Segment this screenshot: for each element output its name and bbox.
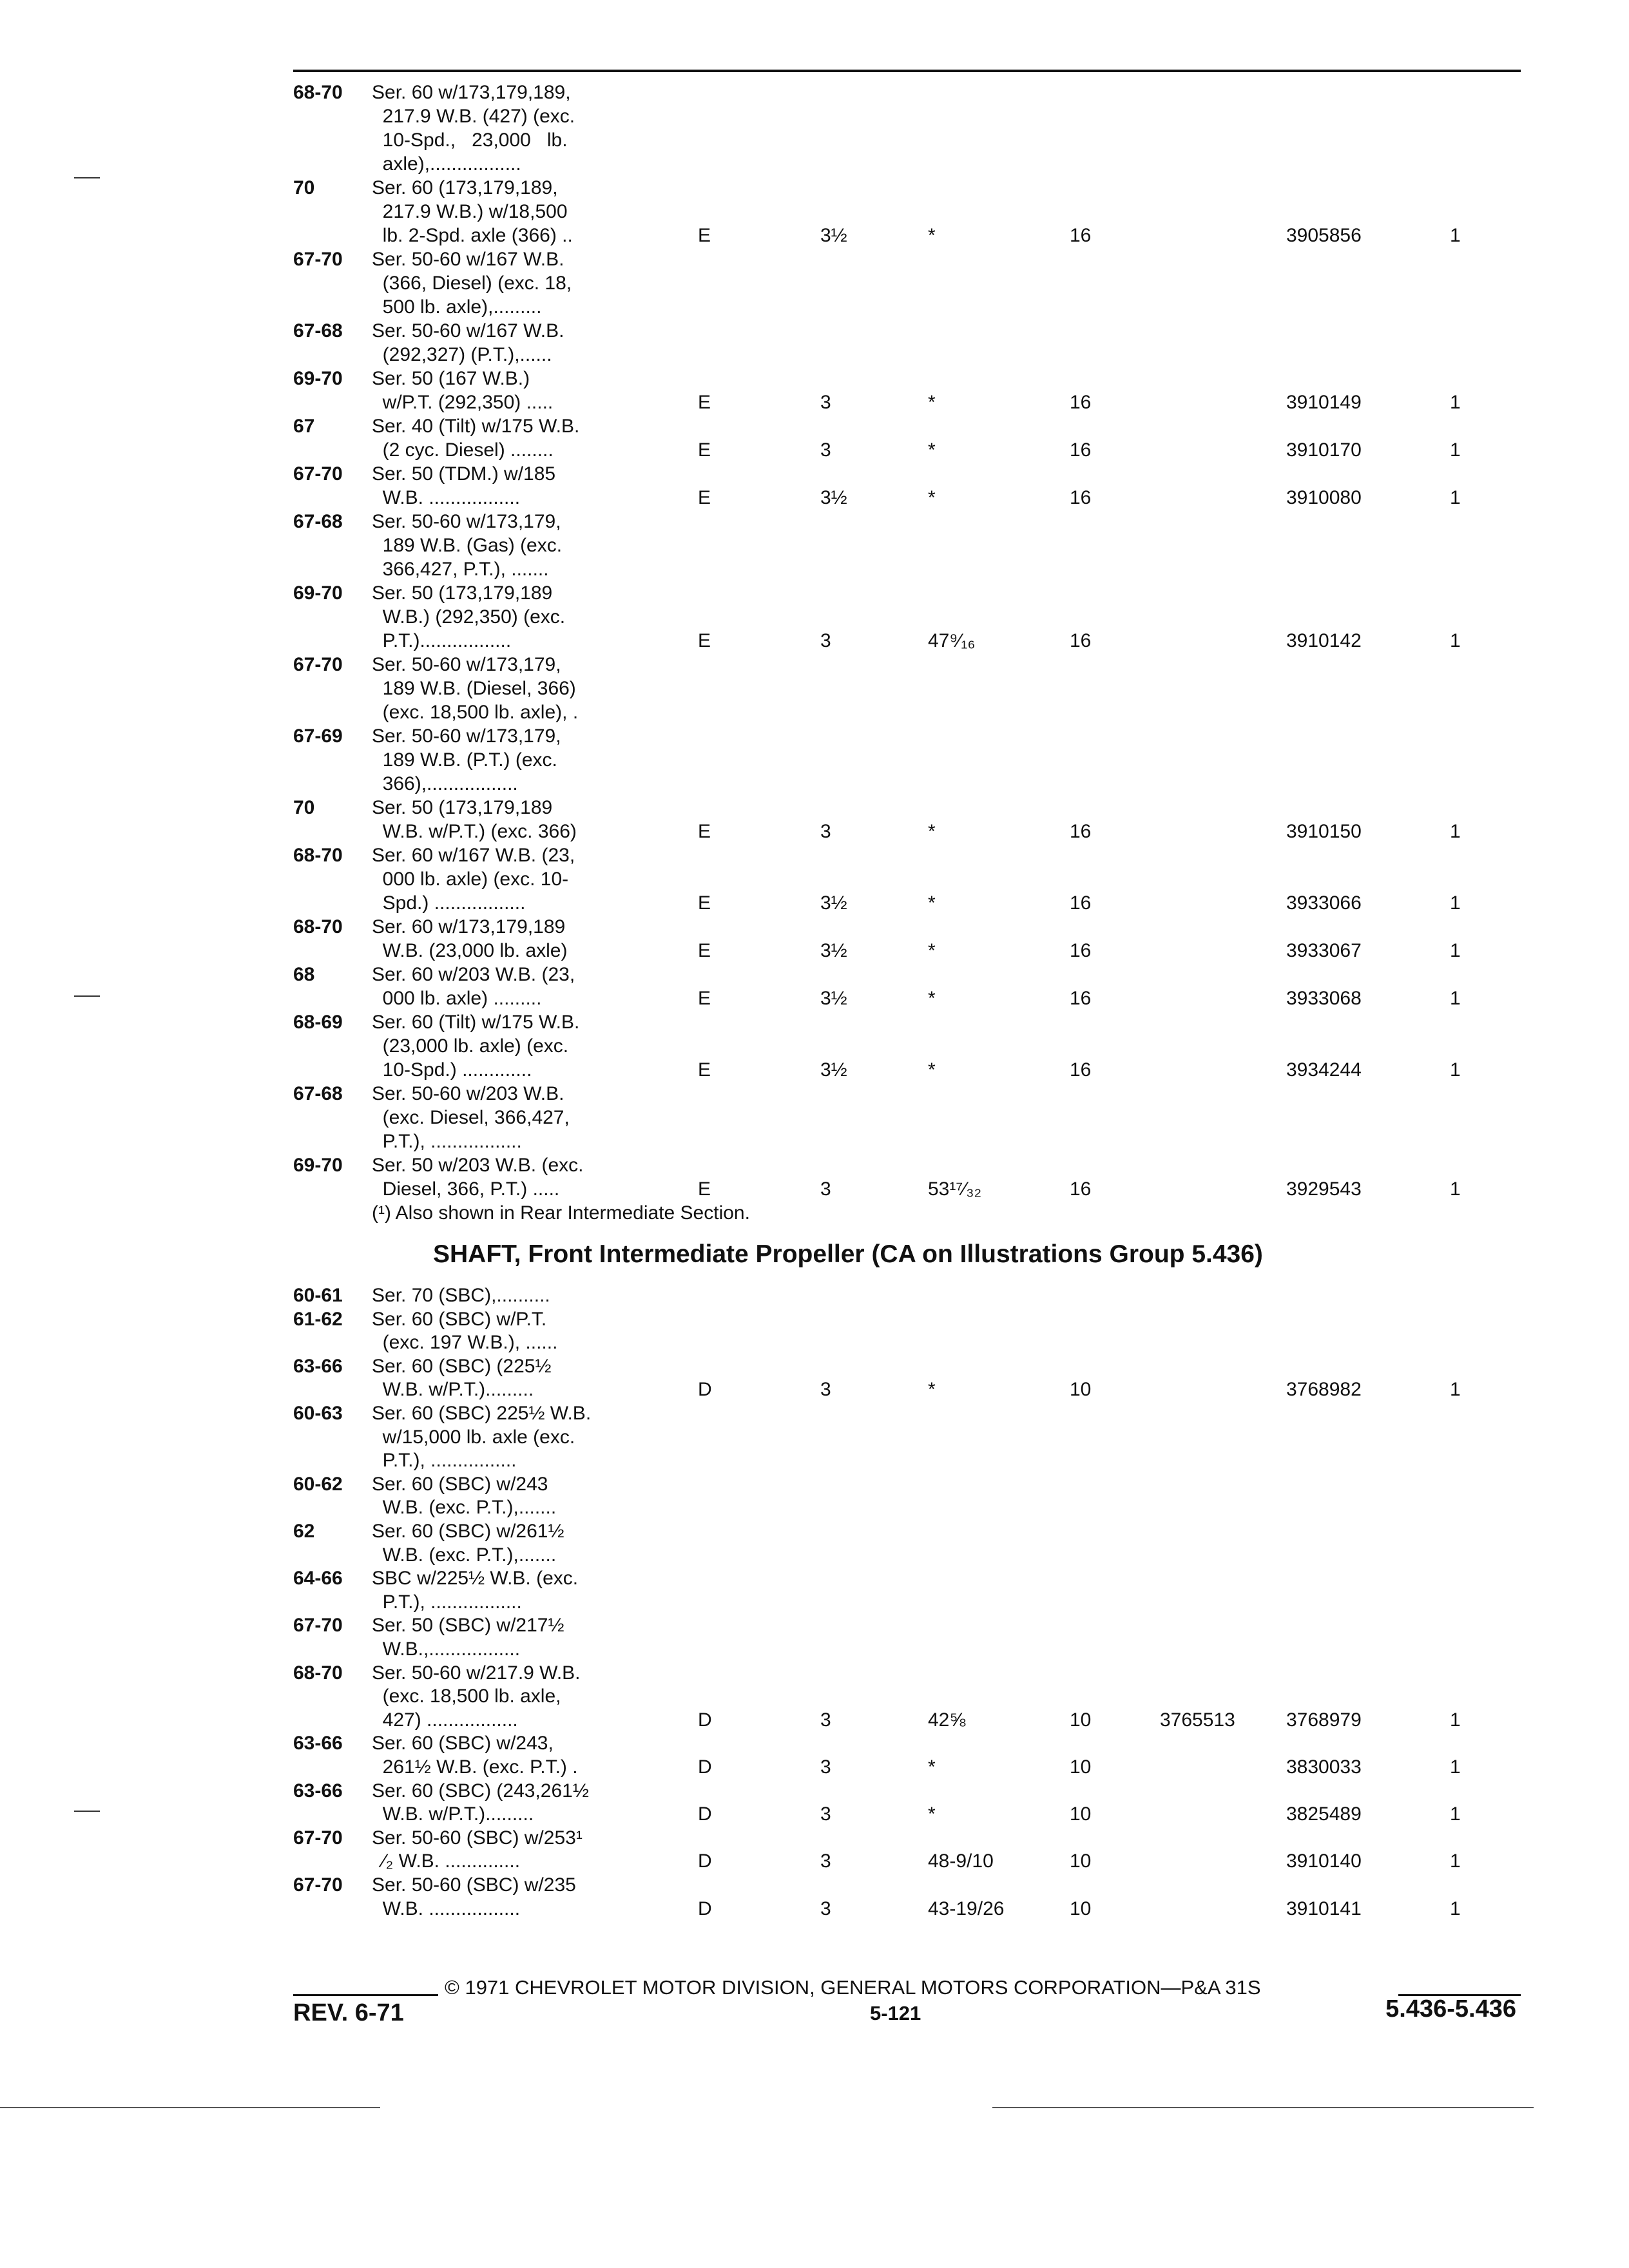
tube-size: 3 bbox=[820, 1756, 831, 1778]
year-range: 69-70 bbox=[293, 582, 343, 604]
part-number: 3910170 bbox=[1286, 439, 1362, 461]
year-range: 67-70 bbox=[293, 654, 343, 675]
type-code: D bbox=[698, 1756, 712, 1778]
description: Ser. 60 (SBC) (243,261½ bbox=[372, 1780, 589, 1802]
quantity: 1 bbox=[1450, 988, 1461, 1009]
year-range: 64-66 bbox=[293, 1568, 343, 1590]
year-range: 60-62 bbox=[293, 1473, 343, 1495]
length: * bbox=[928, 1059, 936, 1081]
tube-size: 3½ bbox=[820, 487, 847, 508]
year-range: 67-70 bbox=[293, 1827, 343, 1849]
tube-size: 3 bbox=[820, 821, 831, 842]
description: 217.9 W.B.) w/18,500 bbox=[372, 201, 568, 222]
type-code: E bbox=[698, 487, 711, 508]
type-code: D bbox=[698, 1379, 712, 1401]
description: Ser. 50-60 (SBC) w/235 bbox=[372, 1874, 576, 1896]
description: Ser. 50-60 w/173,179, bbox=[372, 726, 561, 747]
tube-size: 3 bbox=[820, 1898, 831, 1919]
year-range: 67-68 bbox=[293, 1083, 343, 1104]
scan-artifact-line bbox=[992, 2107, 1534, 2108]
scan-artifact-line bbox=[0, 2107, 380, 2108]
description: Spd.) ................. bbox=[372, 892, 526, 914]
description: Ser. 60 (SBC) (225½ bbox=[372, 1355, 552, 1377]
description: Ser. 70 (SBC),.......... bbox=[372, 1285, 550, 1306]
type-code: E bbox=[698, 940, 711, 961]
tube-size: 3 bbox=[820, 439, 831, 461]
description: 189 W.B. (P.T.) (exc. bbox=[372, 749, 557, 771]
part-number: 3905856 bbox=[1286, 225, 1362, 246]
description: w/15,000 lb. axle (exc. bbox=[372, 1426, 575, 1448]
year-range: 67-70 bbox=[293, 1615, 343, 1637]
description: Ser. 50-60 w/203 W.B. bbox=[372, 1083, 564, 1104]
quantity: 1 bbox=[1450, 892, 1461, 914]
tube-size: 3 bbox=[820, 1850, 831, 1872]
year-range: 60-61 bbox=[293, 1285, 343, 1306]
description: (¹) Also shown in Rear Intermediate Section. bbox=[372, 1202, 750, 1224]
quantity: 1 bbox=[1450, 1379, 1461, 1401]
description: (exc. 18,500 lb. axle, bbox=[372, 1686, 561, 1707]
quantity: 1 bbox=[1450, 1803, 1461, 1825]
quantity: 1 bbox=[1450, 225, 1461, 246]
description: Ser. 50-60 w/167 W.B. bbox=[372, 320, 564, 341]
description: Ser. 50-60 w/217.9 W.B. bbox=[372, 1662, 581, 1684]
tube-size: 3 bbox=[820, 1178, 831, 1200]
part-number: 3933066 bbox=[1286, 892, 1362, 914]
year-range: 67-70 bbox=[293, 1874, 343, 1896]
year-range: 69-70 bbox=[293, 368, 343, 389]
quantity: 1 bbox=[1450, 1178, 1461, 1200]
part-number: 3910080 bbox=[1286, 487, 1362, 508]
description: (exc. Diesel, 366,427, bbox=[372, 1107, 570, 1128]
description: SBC w/225½ W.B. (exc. bbox=[372, 1568, 579, 1590]
description: 366,427, P.T.), ....... bbox=[372, 559, 549, 580]
description: Ser. 60 w/173,179,189 bbox=[372, 916, 566, 937]
description: W.B. ................. bbox=[372, 1898, 521, 1919]
description: Ser. 60 w/173,179,189, bbox=[372, 82, 571, 103]
tube-size: 3½ bbox=[820, 988, 847, 1009]
part-number: 3934244 bbox=[1286, 1059, 1362, 1081]
part-number: 3910149 bbox=[1286, 392, 1362, 413]
quantity: 1 bbox=[1450, 821, 1461, 842]
year-range: 68-69 bbox=[293, 1012, 343, 1033]
margin-mark bbox=[74, 995, 100, 997]
description: (366, Diesel) (exc. 18, bbox=[372, 273, 572, 294]
type-code: E bbox=[698, 225, 711, 246]
description: ⁄₂ W.B. .............. bbox=[372, 1850, 521, 1872]
description: 000 lb. axle) (exc. 10- bbox=[372, 869, 569, 890]
year-range: 70 bbox=[293, 177, 315, 198]
year-range: 68-70 bbox=[293, 845, 343, 866]
margin-mark bbox=[74, 177, 100, 178]
splines: 10 bbox=[1070, 1379, 1092, 1401]
part-number: 3910142 bbox=[1286, 630, 1362, 651]
quantity: 1 bbox=[1450, 940, 1461, 961]
part-number: 3825489 bbox=[1286, 1803, 1362, 1825]
description: Ser. 60 (SBC) w/261½ bbox=[372, 1521, 564, 1542]
description: Ser. 60 (SBC) w/243, bbox=[372, 1733, 554, 1754]
description: Ser. 60 w/203 W.B. (23, bbox=[372, 964, 575, 985]
description: P.T.), ................. bbox=[372, 1131, 522, 1152]
length: * bbox=[928, 892, 936, 914]
description: W.B. (23,000 lb. axle) bbox=[372, 940, 568, 961]
quantity: 1 bbox=[1450, 487, 1461, 508]
quantity: 1 bbox=[1450, 1756, 1461, 1778]
description: Ser. 60 (SBC) w/P.T. bbox=[372, 1308, 547, 1330]
description: Ser. 60 (173,179,189, bbox=[372, 177, 558, 198]
quantity: 1 bbox=[1450, 1850, 1461, 1872]
quantity: 1 bbox=[1450, 1709, 1461, 1731]
description: Ser. 50 w/203 W.B. (exc. bbox=[372, 1155, 584, 1176]
splines: 16 bbox=[1070, 225, 1092, 246]
splines: 16 bbox=[1070, 1178, 1092, 1200]
description: 000 lb. axle) ......... bbox=[372, 988, 542, 1009]
description: Ser. 60 (Tilt) w/175 W.B. bbox=[372, 1012, 580, 1033]
tube-size: 3½ bbox=[820, 892, 847, 914]
type-code: E bbox=[698, 821, 711, 842]
type-code: E bbox=[698, 1059, 711, 1081]
description: Ser. 50 (173,179,189 bbox=[372, 582, 553, 604]
splines: 16 bbox=[1070, 487, 1092, 508]
description: Ser. 50 (SBC) w/217½ bbox=[372, 1615, 564, 1637]
description: 427) ................. bbox=[372, 1709, 518, 1731]
type-code: E bbox=[698, 630, 711, 651]
description: (23,000 lb. axle) (exc. bbox=[372, 1035, 569, 1057]
part-number: 3768979 bbox=[1286, 1709, 1362, 1731]
description: Ser. 50 (TDM.) w/185 bbox=[372, 463, 556, 485]
year-range: 68 bbox=[293, 964, 315, 985]
description: 217.9 W.B. (427) (exc. bbox=[372, 106, 575, 127]
type-code: D bbox=[698, 1709, 712, 1731]
tube-size: 3 bbox=[820, 1379, 831, 1401]
description: 189 W.B. (Diesel, 366) bbox=[372, 678, 576, 699]
type-code: D bbox=[698, 1850, 712, 1872]
length: * bbox=[928, 1756, 936, 1778]
year-range: 68-70 bbox=[293, 1662, 343, 1684]
splines: 16 bbox=[1070, 988, 1092, 1009]
year-range: 67-68 bbox=[293, 511, 343, 532]
description: Ser. 60 w/167 W.B. (23, bbox=[372, 845, 575, 866]
year-range: 67-70 bbox=[293, 249, 343, 270]
description: lb. 2-Spd. axle (366) .. bbox=[372, 225, 573, 246]
length: 47⁹⁄₁₆ bbox=[928, 630, 976, 651]
part-number: 3910140 bbox=[1286, 1850, 1362, 1872]
year-range: 62 bbox=[293, 1521, 315, 1542]
year-range: 63-66 bbox=[293, 1355, 343, 1377]
part-number: 3933068 bbox=[1286, 988, 1362, 1009]
part-number: 3910150 bbox=[1286, 821, 1362, 842]
year-range: 63-66 bbox=[293, 1733, 343, 1754]
description: Ser. 50 (173,179,189 bbox=[372, 797, 553, 818]
year-range: 68-70 bbox=[293, 82, 343, 103]
description: W.B. (exc. P.T.),....... bbox=[372, 1497, 557, 1519]
page-number: 5-121 bbox=[870, 2002, 921, 2024]
splines: 16 bbox=[1070, 392, 1092, 413]
copyright-text: © 1971 CHEVROLET MOTOR DIVISION, GENERAL MOTORS CORPORATION—P&A 31S bbox=[445, 1976, 1261, 1999]
type-code: E bbox=[698, 439, 711, 461]
description: P.T.)................. bbox=[372, 630, 512, 651]
splines: 10 bbox=[1070, 1803, 1092, 1825]
section-number: 5.436-5.436 bbox=[1385, 1995, 1516, 2023]
part-number: 3910141 bbox=[1286, 1898, 1362, 1919]
year-range: 67-70 bbox=[293, 463, 343, 485]
part-number: 3933067 bbox=[1286, 940, 1362, 961]
type-code: E bbox=[698, 392, 711, 413]
tube-size: 3 bbox=[820, 630, 831, 651]
revision-label: REV. 6-71 bbox=[293, 1999, 404, 2026]
description: Ser. 40 (Tilt) w/175 W.B. bbox=[372, 416, 580, 437]
year-range: 63-66 bbox=[293, 1780, 343, 1802]
section-heading: SHAFT, Front Intermediate Propeller (CA on Illustrations Group 5.436) bbox=[433, 1240, 1263, 1268]
splines: 16 bbox=[1070, 940, 1092, 961]
length: * bbox=[928, 439, 936, 461]
footer-rule-left bbox=[293, 1994, 438, 1996]
length: * bbox=[928, 225, 936, 246]
description: 189 W.B. (Gas) (exc. bbox=[372, 535, 563, 556]
part-number: 3768982 bbox=[1286, 1379, 1362, 1401]
year-range: 61-62 bbox=[293, 1308, 343, 1330]
description: Ser. 50-60 w/173,179, bbox=[372, 511, 561, 532]
splines: 16 bbox=[1070, 1059, 1092, 1081]
tube-size: 3 bbox=[820, 1709, 831, 1731]
description: Diesel, 366, P.T.) ..... bbox=[372, 1178, 560, 1200]
length: 48-9/10 bbox=[928, 1850, 994, 1872]
description: Ser. 50 (167 W.B.) bbox=[372, 368, 530, 389]
description: Ser. 50-60 (SBC) w/253¹ bbox=[372, 1827, 583, 1849]
description: W.B. (exc. P.T.),....... bbox=[372, 1544, 557, 1566]
tube-size: 3½ bbox=[820, 225, 847, 246]
splines: 10 bbox=[1070, 1756, 1092, 1778]
description: W.B.,................. bbox=[372, 1639, 521, 1660]
part-number: 3830033 bbox=[1286, 1756, 1362, 1778]
quantity: 1 bbox=[1450, 630, 1461, 651]
description: W.B. w/P.T.)......... bbox=[372, 1379, 534, 1401]
description: Ser. 60 (SBC) 225½ W.B. bbox=[372, 1403, 592, 1424]
description: Ser. 50-60 w/173,179, bbox=[372, 654, 561, 675]
type-code: D bbox=[698, 1803, 712, 1825]
length: * bbox=[928, 1379, 936, 1401]
length: * bbox=[928, 487, 936, 508]
quantity: 1 bbox=[1450, 392, 1461, 413]
splines: 10 bbox=[1070, 1709, 1092, 1731]
description: axle),................. bbox=[372, 153, 521, 175]
description: Ser. 50-60 w/167 W.B. bbox=[372, 249, 564, 270]
type-code: E bbox=[698, 892, 711, 914]
description: (exc. 197 W.B.), ...... bbox=[372, 1332, 558, 1354]
splines: 10 bbox=[1070, 1850, 1092, 1872]
quantity: 1 bbox=[1450, 439, 1461, 461]
margin-mark bbox=[74, 1811, 100, 1812]
year-range: 67-69 bbox=[293, 726, 343, 747]
quantity: 1 bbox=[1450, 1898, 1461, 1919]
description: 261½ W.B. (exc. P.T.) . bbox=[372, 1756, 578, 1778]
year-range: 69-70 bbox=[293, 1155, 343, 1176]
year-range: 60-63 bbox=[293, 1403, 343, 1424]
splines: 10 bbox=[1070, 1898, 1092, 1919]
splines: 16 bbox=[1070, 630, 1092, 651]
splines: 16 bbox=[1070, 821, 1092, 842]
length: 43-19/26 bbox=[928, 1898, 1005, 1919]
length: * bbox=[928, 1803, 936, 1825]
length: 53¹⁷⁄₃₂ bbox=[928, 1178, 982, 1200]
description: 10-Spd.) ............. bbox=[372, 1059, 532, 1081]
tube-size: 3 bbox=[820, 1803, 831, 1825]
part-number: 3929543 bbox=[1286, 1178, 1362, 1200]
description: P.T.), ................. bbox=[372, 1591, 522, 1613]
quantity: 1 bbox=[1450, 1059, 1461, 1081]
tube-size: 3½ bbox=[820, 1059, 847, 1081]
description: W.B. w/P.T.) (exc. 366) bbox=[372, 821, 577, 842]
tube-size: 3 bbox=[820, 392, 831, 413]
top-rule bbox=[293, 70, 1521, 72]
description: (292,327) (P.T.),...... bbox=[372, 344, 552, 365]
length: * bbox=[928, 821, 936, 842]
splines: 16 bbox=[1070, 439, 1092, 461]
description: W.B. ................. bbox=[372, 487, 521, 508]
description: W.B. w/P.T.)......... bbox=[372, 1803, 534, 1825]
description: (exc. 18,500 lb. axle), . bbox=[372, 702, 579, 723]
length: * bbox=[928, 940, 936, 961]
length: * bbox=[928, 988, 936, 1009]
description: W.B.) (292,350) (exc. bbox=[372, 606, 566, 628]
type-code: E bbox=[698, 988, 711, 1009]
year-range: 67-68 bbox=[293, 320, 343, 341]
description: w/P.T. (292,350) ..... bbox=[372, 392, 554, 413]
year-range: 70 bbox=[293, 797, 315, 818]
description: 366),................. bbox=[372, 773, 518, 794]
description: P.T.), ................ bbox=[372, 1450, 517, 1472]
description: 500 lb. axle),......... bbox=[372, 296, 542, 318]
length: 42⅝ bbox=[928, 1709, 966, 1731]
splines: 16 bbox=[1070, 892, 1092, 914]
description: 10-Spd., 23,000 lb. bbox=[372, 130, 568, 151]
year-range: 67 bbox=[293, 416, 315, 437]
description: (2 cyc. Diesel) ........ bbox=[372, 439, 554, 461]
type-code: D bbox=[698, 1898, 712, 1919]
superseded-part-number: 3765513 bbox=[1160, 1709, 1235, 1731]
type-code: E bbox=[698, 1178, 711, 1200]
year-range: 68-70 bbox=[293, 916, 343, 937]
length: * bbox=[928, 392, 936, 413]
tube-size: 3½ bbox=[820, 940, 847, 961]
description: Ser. 60 (SBC) w/243 bbox=[372, 1473, 548, 1495]
